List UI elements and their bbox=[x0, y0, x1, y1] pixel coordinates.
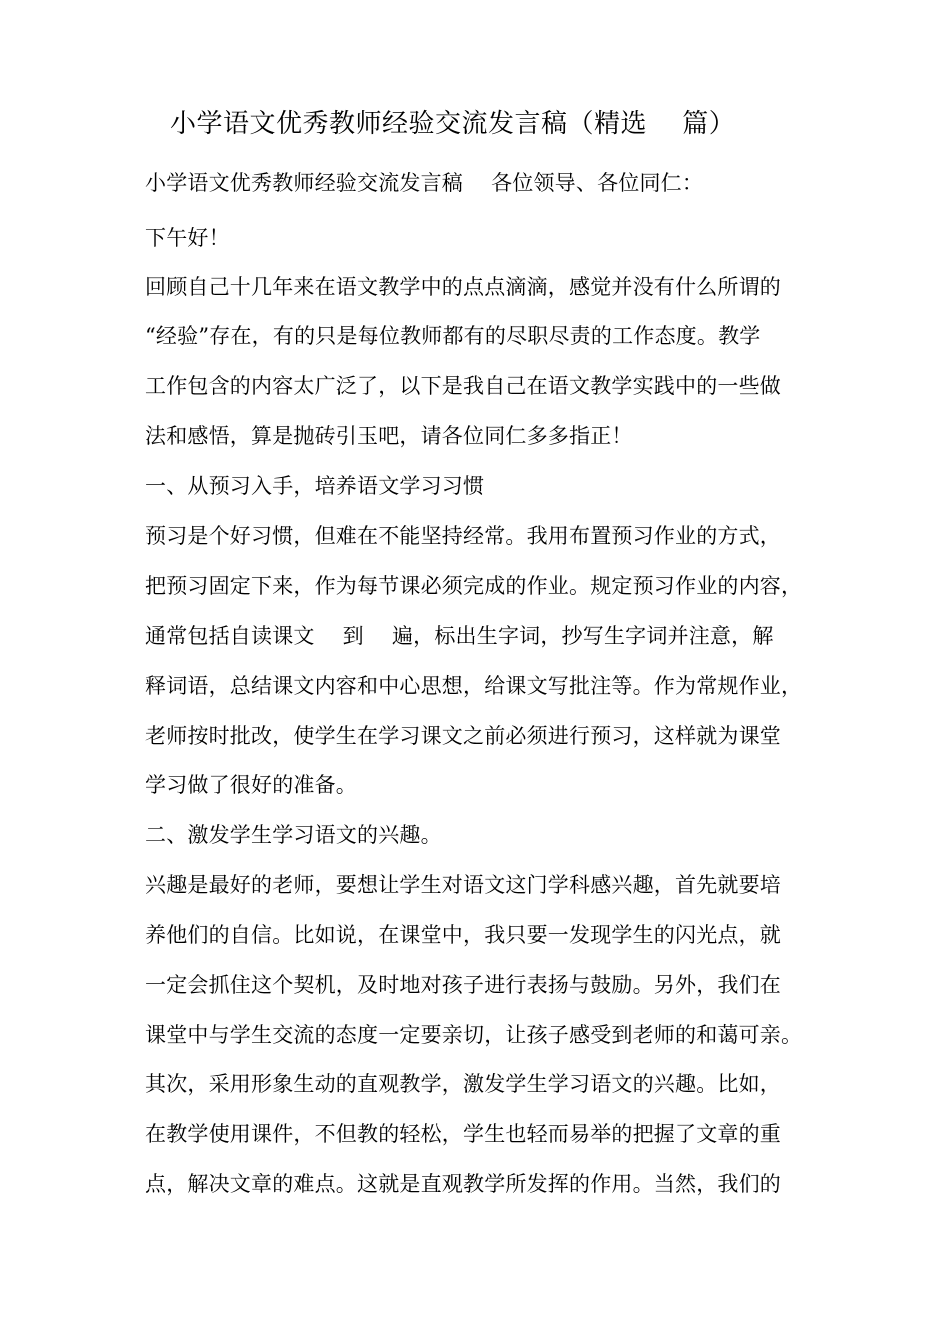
text-line: 小学语文优秀教师经验交流发言稿 各位领导、各位同仁： bbox=[145, 171, 704, 195]
text-line: 在教学使用课件，不但教的轻松，学生也轻而易举的把握了文章的重 bbox=[145, 1122, 781, 1146]
text-line: 兴趣是最好的老师，要想让学生对语文这门学科感兴趣，首先就要培 bbox=[145, 873, 781, 897]
text-line: 学习做了很好的准备。 bbox=[145, 773, 357, 797]
text-line: “经验”存在，有的只是每位教师都有的尽职尽责的工作态度。教学 bbox=[145, 324, 761, 348]
text-line: 工作包含的内容太广泛了，以下是我自己在语文教学实践中的一些做 bbox=[145, 374, 781, 398]
text-line: 点，解决文章的难点。这就是直观教学所发挥的作用。当然，我们的 bbox=[145, 1172, 781, 1196]
text-line: 下午好！ bbox=[145, 226, 230, 250]
text-line: 预习是个好习惯，但难在不能坚持经常。我用布置预习作业的方式， bbox=[145, 524, 781, 548]
text-line: 法和感悟，算是抛砖引玉吧，请各位同仁多多指正！ bbox=[145, 424, 633, 448]
text-line: 课堂中与学生交流的态度一定要亲切，让孩子感受到老师的和蔼可亲。 bbox=[145, 1023, 803, 1047]
text-line: 一定会抓住这个契机，及时地对孩子进行表扬与鼓励。另外，我们在 bbox=[145, 973, 781, 997]
text-line: 回顾自己十几年来在语文教学中的点点滴滴，感觉并没有什么所谓的 bbox=[145, 275, 781, 299]
text-line: 把预习固定下来，作为每节课必须完成的作业。规定预习作业的内容， bbox=[145, 574, 803, 598]
text-line: 养他们的自信。比如说，在课堂中，我只要一发现学生的闪光点，就 bbox=[145, 923, 781, 947]
section-heading: 二、激发学生学习语文的兴趣。 bbox=[145, 823, 442, 847]
text-line: 释词语，总结课文内容和中心思想，给课文写批注等。作为常规作业， bbox=[145, 674, 803, 698]
text-line: 其次，采用形象生动的直观教学，激发学生学习语文的兴趣。比如， bbox=[145, 1072, 781, 1096]
text-line: 老师按时批改，使学生在学习课文之前必须进行预习，这样就为课堂 bbox=[145, 724, 781, 748]
text-line: 通常包括自读课文 到 遍，标出生字词，抄写生字词并注意，解 bbox=[145, 624, 774, 648]
document-title: 小学语文优秀教师经验交流发言稿（精选 篇） bbox=[170, 109, 736, 139]
section-heading: 一、从预习入手，培养语文学习习惯 bbox=[145, 474, 485, 498]
